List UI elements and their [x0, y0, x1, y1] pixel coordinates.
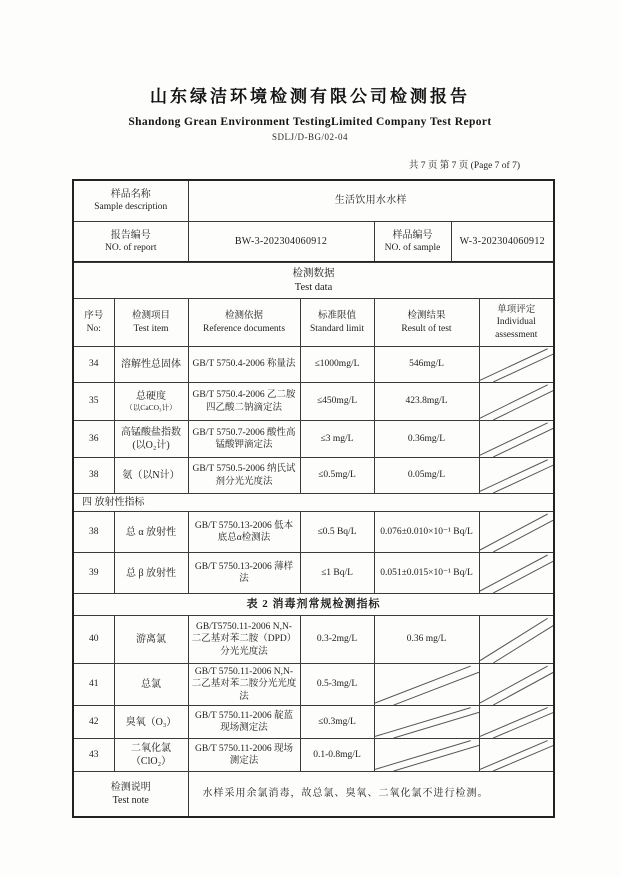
row-result: 546mg/L	[374, 347, 479, 383]
row-limit: ≤0.5mg/L	[300, 458, 374, 494]
row-reference: GB/T 5750.4-2006 乙二胺四乙酸二钠滴定法	[188, 383, 300, 421]
row-reference: GB/T 5750.11-2006 现场测定法	[188, 739, 300, 772]
row-no: 43	[73, 739, 114, 772]
row-no: 42	[73, 706, 114, 739]
test-note-text: 水样采用余氯消毒，故总氯、臭氧、二氧化氯不进行检测。	[188, 772, 554, 817]
row-assessment-slash	[479, 616, 554, 664]
report-no-label: 报告编号 NO. of report	[73, 221, 188, 262]
sample-name-label: 样品名称 Sample description	[73, 180, 188, 221]
row-limit: ≤1 Bq/L	[300, 553, 374, 594]
row-result: 423.8mg/L	[374, 383, 479, 421]
row-result-slash	[374, 739, 479, 772]
row-no: 40	[73, 616, 114, 664]
table-row-38-ammonia	[73, 458, 554, 494]
row-no: 38	[73, 512, 114, 553]
row-reference: GB/T5750.11-2006 N,N-二乙基对苯二胺（DPD）分光光度法	[188, 616, 300, 664]
column-header-row	[73, 299, 554, 347]
test-data-table	[72, 262, 555, 818]
row-reference: GB/T 5750.4-2006 称量法	[188, 347, 300, 383]
row-no: 39	[73, 553, 114, 594]
table-row-43	[73, 739, 554, 772]
test-note-row	[73, 772, 554, 817]
slash-mark-icon	[480, 512, 554, 552]
row-limit: 0.1-0.8mg/L	[300, 739, 374, 772]
row-reference: GB/T 5750.11-2006 靛蓝现场测定法	[188, 706, 300, 739]
row-no: 35	[73, 383, 114, 421]
row-limit: ≤450mg/L	[300, 383, 374, 421]
row-item: 臭氧（O₃）	[114, 706, 188, 739]
section-radioactivity-title: 四 放射性指标	[73, 494, 554, 512]
report-header	[0, 0, 620, 171]
row-item: 高锰酸盐指数(以O₂计)	[114, 421, 188, 458]
row-assessment-slash	[479, 347, 554, 383]
table-row-36	[73, 421, 554, 458]
page-number-info: 共 7 页 第 7 页 (Page 7 of 7)	[408, 161, 520, 171]
row-result-slash	[374, 706, 479, 739]
sample-info-table	[72, 179, 555, 263]
slash-mark-icon	[480, 664, 554, 705]
row-reference: GB/T 5750.5-2006 纳氏试剂分光光度法	[188, 458, 300, 494]
slash-mark-icon	[480, 421, 554, 457]
row-limit: 0.5-3mg/L	[300, 664, 374, 706]
row-assessment-slash	[479, 664, 554, 706]
sample-name-value: 生活饮用水水样	[188, 180, 554, 221]
slash-mark-icon	[375, 664, 479, 705]
slash-mark-icon	[480, 347, 554, 382]
row-result: 0.076±0.010×10⁻¹ Bq/L	[374, 512, 479, 553]
table-row-42	[73, 706, 554, 739]
row-assessment-slash	[479, 706, 554, 739]
slash-mark-icon	[375, 739, 479, 771]
table-row-41	[73, 664, 554, 706]
col-header-reference: 检测依据 Reference documents	[188, 299, 300, 347]
row-result: 0.051±0.015×10⁻¹ Bq/L	[374, 553, 479, 594]
row-reference: GB/T 5750.7-2006 酸性高锰酸钾滴定法	[188, 421, 300, 458]
slash-mark-icon	[480, 706, 554, 738]
row-assessment-slash	[479, 383, 554, 421]
row-item: 总氯	[114, 664, 188, 706]
row-item: 总硬度 （以CaCO₃计）	[114, 383, 188, 421]
slash-mark-icon	[480, 458, 554, 493]
sample-name-row	[73, 180, 554, 221]
col-header-result: 检测结果 Result of test	[374, 299, 479, 347]
report-table	[72, 179, 553, 818]
row-assessment-slash	[479, 739, 554, 772]
slash-mark-icon	[480, 383, 554, 420]
row-reference: GB/T 5750.13-2006 薄样法	[188, 553, 300, 594]
page-title-cn: 山东绿洁环境检测有限公司检测报告	[150, 87, 470, 106]
report-no-value: BW-3-202304060912	[188, 221, 374, 262]
report-no-row	[73, 221, 554, 262]
row-result: 0.05mg/L	[374, 458, 479, 494]
row-item: 溶解性总固体	[114, 347, 188, 383]
col-header-assessment: 单项评定 Individual assessment	[479, 299, 554, 347]
row-assessment-slash	[479, 421, 554, 458]
row-result-slash	[374, 664, 479, 706]
table-row-39-beta	[73, 553, 554, 594]
section-table2-row	[73, 594, 554, 616]
col-header-item: 检测项目 Test item	[114, 299, 188, 347]
row-item: 氨（以N计）	[114, 458, 188, 494]
test-data-title: 检测数据 Test data	[73, 263, 554, 299]
slash-mark-icon	[480, 739, 554, 771]
row-limit: ≤0.5 Bq/L	[300, 512, 374, 553]
row-limit: ≤1000mg/L	[300, 347, 374, 383]
row-assessment-slash	[479, 458, 554, 494]
table-row-40	[73, 616, 554, 664]
row-reference: GB/T 5750.13-2006 低本底总α检测法	[188, 512, 300, 553]
row-item: 游离氯	[114, 616, 188, 664]
section-table2-title: 表 2 消毒剂常规检测指标	[73, 594, 554, 616]
sample-no-label: 样品编号 NO. of sample	[374, 221, 451, 262]
row-result: 0.36mg/L	[374, 421, 479, 458]
row-item: 总 β 放射性	[114, 553, 188, 594]
row-assessment-slash	[479, 553, 554, 594]
slash-mark-icon	[480, 616, 554, 663]
row-limit: ≤0.3mg/L	[300, 706, 374, 739]
row-item: 总 α 放射性	[114, 512, 188, 553]
table-row-38-alpha	[73, 512, 554, 553]
doc-code: SDLJ/D-BG/02-04	[271, 132, 348, 142]
page-title-en: Shandong Grean Environment TestingLimited Company Test Report	[128, 116, 492, 128]
row-no: 41	[73, 664, 114, 706]
row-result: 0.36 mg/L	[374, 616, 479, 664]
row-item: 二氧化氯（ClO₂）	[114, 739, 188, 772]
slash-mark-icon	[375, 706, 479, 738]
row-assessment-slash	[479, 512, 554, 553]
section-radioactivity-row	[73, 494, 554, 512]
table-row-34	[73, 347, 554, 383]
slash-mark-icon	[480, 553, 554, 593]
table-row-35	[73, 383, 554, 421]
test-data-title-row	[73, 263, 554, 299]
row-reference: GB/T 5750.11-2006 N,N-二乙基对苯二胺分光光度法	[188, 664, 300, 706]
row-limit: 0.3-2mg/L	[300, 616, 374, 664]
row-no: 36	[73, 421, 114, 458]
row-no: 34	[73, 347, 114, 383]
col-header-no: 序号 No:	[73, 299, 114, 347]
row-no: 38	[73, 458, 114, 494]
row-limit: ≤3 mg/L	[300, 421, 374, 458]
sample-no-value: W-3-202304060912	[451, 221, 554, 262]
test-note-label: 检测说明 Test note	[73, 772, 188, 817]
col-header-limit: 标准限值 Standard limit	[300, 299, 374, 347]
